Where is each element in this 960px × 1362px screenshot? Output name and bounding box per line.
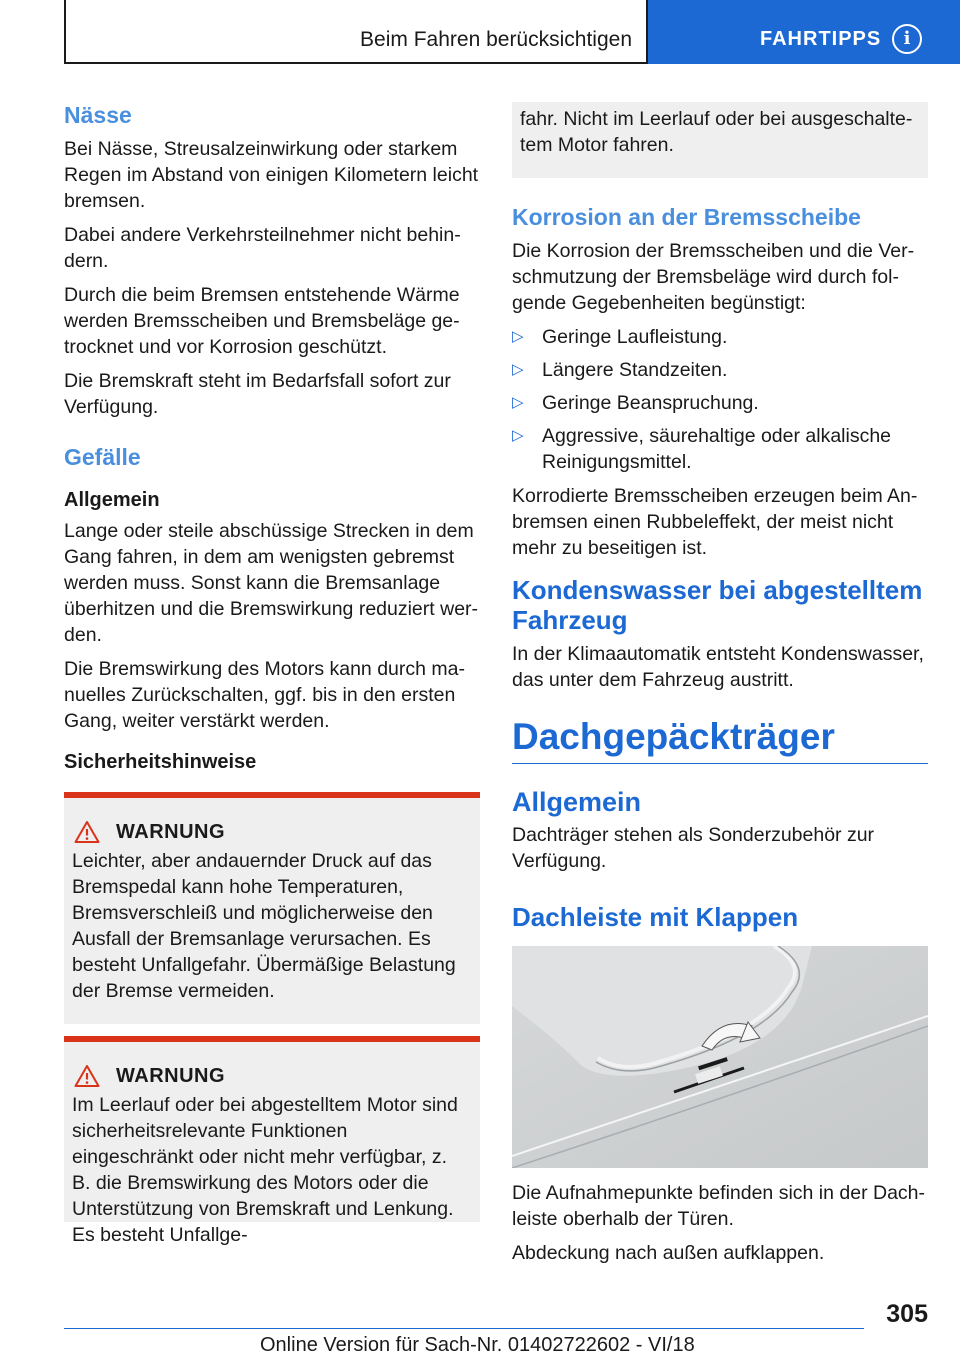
paragraph: Bei Nässe, Streusalzeinwirkung oder starkem Regen im Abstand von einigen Kilometern leicht bremsen. bbox=[64, 138, 479, 212]
roof-rail-photo bbox=[512, 946, 928, 1168]
heading-dachleiste: Dachleiste mit Klappen bbox=[512, 902, 799, 932]
triangle-bullet-icon: ▷ bbox=[512, 394, 524, 411]
condition-list bbox=[512, 324, 928, 475]
info-icon[interactable]: i bbox=[892, 24, 922, 54]
warning-box bbox=[64, 1036, 480, 1246]
footer-version-text: Online Version für Sach-Nr. 01402722602 - VI/18 bbox=[260, 1334, 695, 1356]
list-item: ▷ Längere Standzeiten. bbox=[512, 359, 728, 381]
warning-triangle-icon bbox=[74, 1064, 100, 1088]
header-chapter-label: FAHRTIPPS bbox=[760, 28, 882, 50]
warning-box bbox=[64, 792, 480, 1024]
image-caption: Die Aufnahmepunkte befinden sich in der Dachleiste oberhalb der Türen. bbox=[512, 1182, 926, 1230]
paragraph: Die Bremswirkung des Motors kann durch manuelles Zurückschalten, ggf. bis in den ersten Gang, weiter verstärkt werden. bbox=[64, 658, 465, 732]
heading-naesse: Nässe bbox=[64, 102, 132, 128]
paragraph: Dachträger stehen als Sonderzubehör zur Verfügung. bbox=[512, 824, 875, 872]
heading-gefaelle: Gefälle bbox=[64, 444, 141, 470]
warning-text-continuation: fahr. Nicht im Leerlauf oder bei ausgeschaltetem Motor fahren. bbox=[520, 108, 913, 156]
right-column bbox=[512, 102, 928, 1274]
paragraph: Dabei andere Verkehrsteilnehmer nicht behindern. bbox=[64, 224, 461, 272]
warning-text: Leichter, aber andauernder Druck auf das Bremspedal kann hohe Temperaturen, Bremsverschleiß und möglicherweise den Ausfall der Bremsanlage verursachen. Es besteht Unfallgefahr. Übermäßige Belastung der Bremse vermeiden. bbox=[72, 850, 456, 1002]
heading-korrosion: Korrosion an der Bremsscheibe bbox=[512, 204, 861, 230]
warning-triangle-icon bbox=[74, 820, 100, 844]
subheading-allgemein: Allgemein bbox=[512, 787, 642, 817]
list-item: ▷ Aggressive, säurehaltige oder alkalische Reinigungsmittel. bbox=[512, 425, 892, 473]
warning-text: Im Leerlauf oder bei abgestelltem Motor sind sicherheitsrelevante Funktionen eingeschränkt oder nicht mehr verfügbar, z. B. die Bremswirkung des Motors oder die Unterstützung von Bremskraft und Lenkung. Es besteht Unfallge- bbox=[72, 1094, 458, 1246]
paragraph: In der Klimaautomatik entsteht Kondenswasser, das unter dem Fahrzeug austritt. bbox=[512, 643, 924, 691]
heading-kondenswasser: Kondenswasser bei abgestelltem Fahrzeug bbox=[512, 575, 923, 635]
warning-title: WARNUNG bbox=[116, 820, 226, 843]
paragraph: Lange oder steile abschüssige Strecken in dem Gang fahren, in dem am wenigsten gebremst werden muss. Sonst kann die Bremsanlage überhitzen und die Bremswirkung reduziert werden. bbox=[64, 520, 479, 646]
warning-title: WARNUNG bbox=[116, 1064, 226, 1087]
paragraph: Abdeckung nach außen aufklappen. bbox=[512, 1242, 825, 1264]
paragraph: Durch die beim Bremsen entstehende Wärme werden Bremsscheiben und Bremsbeläge getrocknet und vor Korrosion geschützt. bbox=[64, 284, 460, 358]
paragraph: Die Bremskraft steht im Bedarfsfall sofort zur Verfügung. bbox=[64, 370, 451, 418]
paragraph: Korrodierte Bremsscheiben erzeugen beim Anbremsen einen Rubbeleffekt, der meist nicht mehr zu beseitigen ist. bbox=[512, 485, 918, 559]
subheading-allgemein: Allgemein bbox=[64, 489, 160, 511]
header-chapter-tab[interactable] bbox=[648, 0, 960, 64]
page-footer bbox=[64, 1300, 928, 1362]
footer-divider bbox=[64, 1328, 864, 1329]
list-item: ▷ Geringe Beanspruchung. bbox=[512, 392, 759, 414]
warning-continuation-box bbox=[512, 102, 928, 178]
triangle-bullet-icon: ▷ bbox=[512, 361, 524, 378]
triangle-bullet-icon: ▷ bbox=[512, 328, 524, 345]
header-section-title: Beim Fahren berücksichtigen bbox=[360, 28, 632, 51]
triangle-bullet-icon: ▷ bbox=[512, 427, 524, 444]
header-section-box bbox=[64, 0, 648, 64]
left-column bbox=[64, 100, 480, 1246]
page-number: 305 bbox=[886, 1300, 928, 1328]
paragraph: Die Korrosion der Bremsscheiben und die Verschmutzung der Bremsbeläge wird durch folgende Gegebenheiten begünstigt: bbox=[512, 240, 915, 314]
heading-dachgepaecktraeger: Dachgepäckträger bbox=[512, 715, 928, 764]
subheading-safety: Sicherheitshinweise bbox=[64, 751, 257, 773]
list-item: ▷ Geringe Laufleistung. bbox=[512, 326, 728, 348]
